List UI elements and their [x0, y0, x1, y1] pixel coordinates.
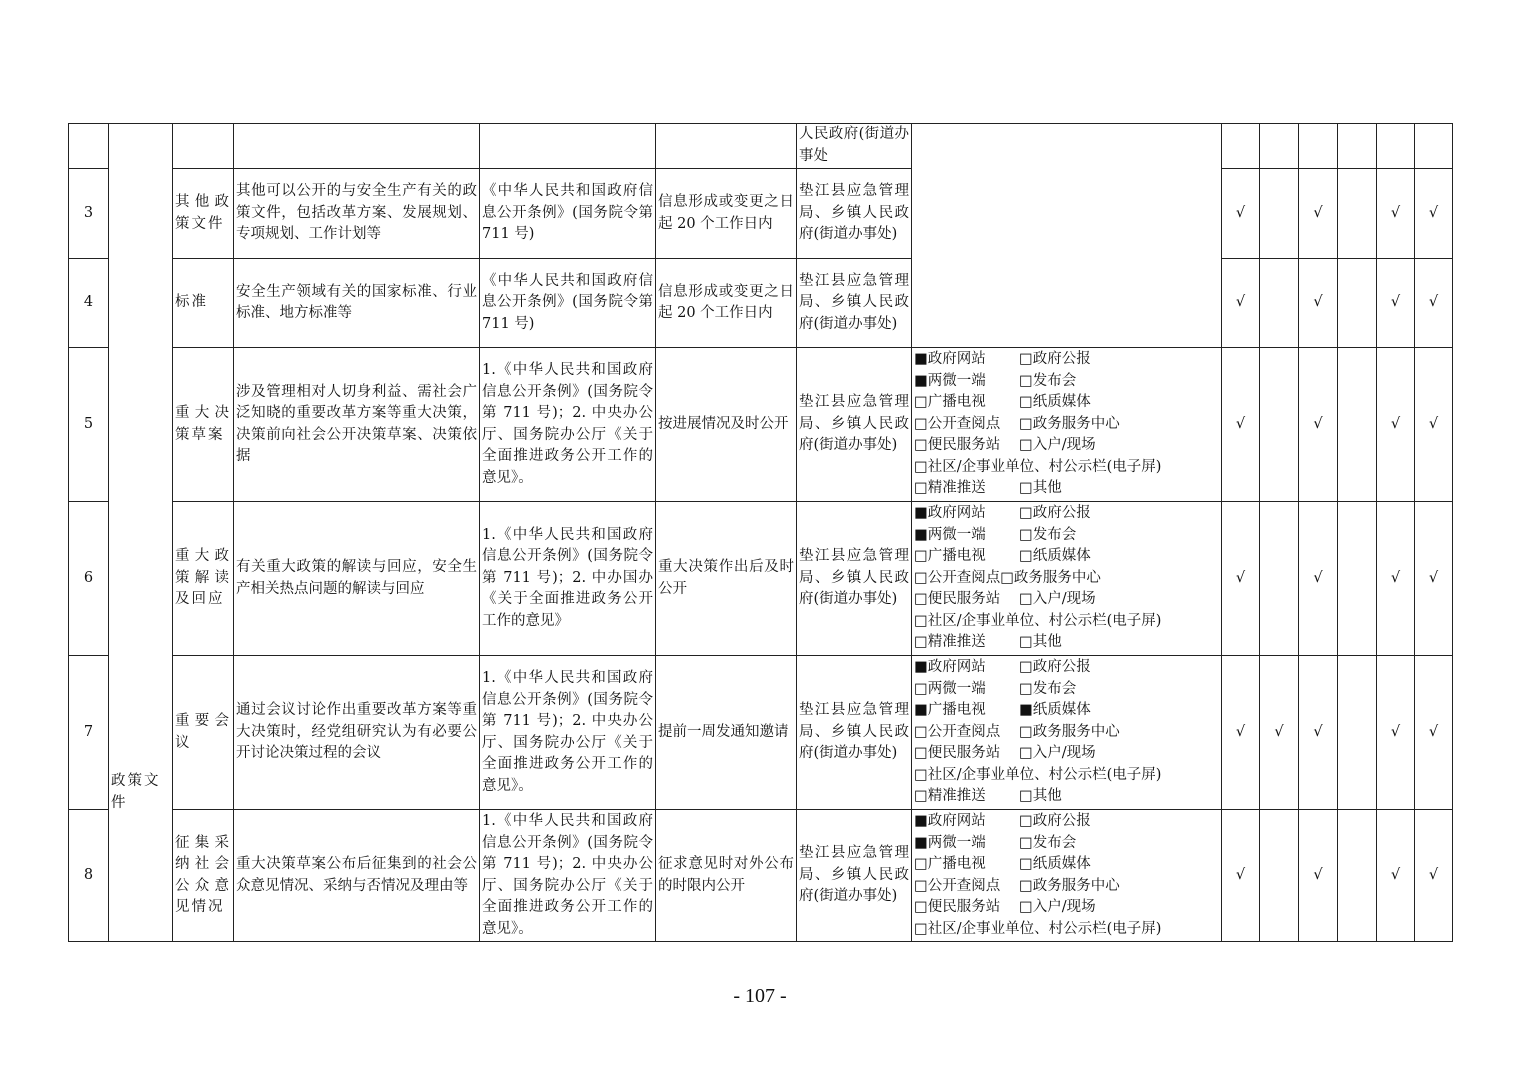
check-mark: √	[1299, 656, 1338, 810]
check-cell	[1222, 124, 1260, 169]
channel-option: □社区/企事业单位、村公示栏(电子屏)	[914, 766, 1162, 783]
channel-option: □入户/现场	[1019, 745, 1096, 762]
channel-line	[914, 657, 1219, 679]
channel-option: □社区/企事业单位、村公示栏(电子屏)	[914, 458, 1162, 475]
basis-cell: 《中华人民共和国政府信息公开条例》(国务院令第 711 号)	[480, 169, 656, 259]
check-mark: √	[1222, 348, 1260, 502]
channel-option: □精准推送	[914, 480, 986, 497]
channel-line	[914, 897, 1219, 919]
channel-line	[914, 414, 1219, 436]
channel-line	[914, 811, 1219, 833]
channel-option: □纸质媒体	[1019, 548, 1091, 565]
content-cell	[234, 124, 480, 169]
channel-line	[914, 743, 1219, 765]
channel-option: ■政府网站	[914, 351, 986, 368]
channel-option: □发布会	[1019, 680, 1077, 697]
check-cell	[1338, 124, 1377, 169]
channel-option: ■两微一端	[914, 526, 986, 543]
channel-line	[914, 679, 1219, 701]
basis-cell: 1.《中华人民共和国政府信息公开条例》(国务院令第 711 号)；2. 中办国办《关于全面推进政务公开工作的意见》	[480, 502, 656, 656]
category-label: 政策文件	[111, 773, 161, 811]
channel-option: □发布会	[1019, 526, 1077, 543]
basis-cell: 1.《中华人民共和国政府信息公开条例》(国务院令第 711 号)；2. 中央办公厅、国务院办公厅《关于全面推进政务公开工作的意见》。	[480, 348, 656, 502]
time-cell: 重大决策作出后及时公开	[656, 502, 797, 656]
content-cell: 重大决策草案公布后征集到的社会公众意见情况、采纳与否情况及理由等	[234, 810, 480, 942]
channel-line	[914, 632, 1219, 654]
channel-option: □公开查阅点	[914, 877, 1001, 894]
content-cell: 安全生产领域有关的国家标准、行业标准、地方标准等	[234, 259, 480, 348]
channel-option: □政务服务中心	[1019, 415, 1120, 432]
channel-option: □其他	[1019, 634, 1062, 651]
table-row	[69, 502, 1453, 656]
channel-line	[914, 765, 1219, 787]
channel-option: □社区/企事业单位、村公示栏(电子屏)	[914, 920, 1162, 937]
check-mark: √	[1222, 810, 1260, 942]
channel-line	[914, 525, 1219, 547]
dept-cell: 垫江县应急管理局、乡镇人民政府(街道办事处)	[797, 259, 912, 348]
check-mark: √	[1299, 259, 1338, 348]
channel-option: □公开查阅点□政务服务中心	[914, 569, 1101, 586]
channel-option: ■政府网站	[914, 659, 986, 676]
dept-cell: 垫江县应急管理局、乡镇人民政府(街道办事处)	[797, 810, 912, 942]
check-mark: √	[1415, 348, 1453, 502]
time-cell: 提前一周发通知邀请	[656, 656, 797, 810]
table-row	[69, 259, 1453, 348]
check-mark	[1260, 348, 1299, 502]
check-cell	[1377, 124, 1415, 169]
channel-option: □广播电视	[914, 394, 986, 411]
table-row	[69, 348, 1453, 502]
check-mark	[1338, 348, 1377, 502]
check-mark	[1338, 259, 1377, 348]
channel-option: □纸质媒体	[1019, 394, 1091, 411]
channels-cell	[912, 348, 1222, 502]
channel-option: ■两微一端	[914, 372, 986, 389]
channel-line	[914, 919, 1219, 941]
row-number: 3	[69, 169, 109, 259]
content-cell: 有关重大政策的解读与回应，安全生产相关热点问题的解读与回应	[234, 502, 480, 656]
table-row-continued	[69, 124, 1453, 169]
table-row	[69, 169, 1453, 259]
channel-line	[914, 786, 1219, 808]
table-body	[69, 124, 1453, 942]
row-number: 4	[69, 259, 109, 348]
channel-option: □广播电视	[914, 856, 986, 872]
time-cell	[656, 124, 797, 169]
row-number: 6	[69, 502, 109, 656]
channel-option: □发布会	[1019, 834, 1077, 851]
channel-option: □便民服务站	[914, 745, 1001, 762]
time-cell: 征求意见时对外公布的时限内公开	[656, 810, 797, 942]
table-row	[69, 810, 1453, 942]
channel-line	[914, 876, 1219, 898]
check-mark: √	[1222, 502, 1260, 656]
channel-option: ■纸质媒体	[1019, 702, 1091, 719]
check-mark: √	[1260, 656, 1299, 810]
check-cell	[1299, 124, 1338, 169]
check-mark	[1260, 259, 1299, 348]
check-mark	[1338, 169, 1377, 259]
channel-option: □两微一端	[914, 680, 986, 697]
channel-option: □纸质媒体	[1019, 856, 1091, 872]
check-mark	[1338, 810, 1377, 942]
basis-cell: 《中华人民共和国政府信息公开条例》(国务院令第 711 号)	[480, 259, 656, 348]
category-cell	[109, 124, 173, 942]
basis-cell: 1.《中华人民共和国政府信息公开条例》(国务院令第 711 号)；2. 中央办公厅、国务院办公厅《关于全面推进政务公开工作的意见》。	[480, 810, 656, 942]
check-mark: √	[1415, 502, 1453, 656]
channels-cell	[912, 502, 1222, 656]
check-mark: √	[1415, 810, 1453, 942]
dept-cell: 垫江县应急管理局、乡镇人民政府(街道办事处)	[797, 348, 912, 502]
dept-cell: 垫江县应急管理局、乡镇人民政府(街道办事处)	[797, 656, 912, 810]
channels-cell	[912, 810, 1222, 942]
channel-option: □其他	[1019, 480, 1062, 497]
channel-option: □便民服务站	[914, 437, 1001, 454]
channel-option: ■政府网站	[914, 813, 986, 829]
basis-cell	[480, 124, 656, 169]
channel-line	[914, 833, 1219, 855]
row-number: 8	[69, 810, 109, 942]
disclosure-table	[68, 123, 1453, 942]
num-cell	[69, 124, 109, 169]
channel-line	[914, 392, 1219, 414]
item-name: 重要会议	[173, 656, 234, 810]
item-name: 其他政策文件	[173, 169, 234, 259]
channel-line	[914, 700, 1219, 722]
check-mark: √	[1377, 259, 1415, 348]
check-mark	[1338, 656, 1377, 810]
content-cell: 其他可以公开的与安全生产有关的政策文件，包括改革方案、发展规划、专项规划、工作计划等	[234, 169, 480, 259]
item-name: 征集采纳社会公众意见情况	[173, 810, 234, 942]
check-mark: √	[1222, 169, 1260, 259]
check-mark: √	[1299, 169, 1338, 259]
channel-option: ■两微一端	[914, 834, 986, 851]
channel-option: ■政府网站	[914, 505, 986, 522]
channel-line	[914, 371, 1219, 393]
channel-option: □广播电视	[914, 548, 986, 565]
channel-cell-empty	[912, 124, 1222, 348]
check-mark	[1260, 502, 1299, 656]
channel-line	[914, 546, 1219, 568]
check-cell	[1260, 124, 1299, 169]
basis-cell: 1.《中华人民共和国政府信息公开条例》(国务院令第 711 号)；2. 中央办公厅、国务院办公厅《关于全面推进政务公开工作的意见》。	[480, 656, 656, 810]
check-mark: √	[1299, 348, 1338, 502]
channel-option: □入户/现场	[1019, 437, 1096, 454]
channels-cell	[912, 656, 1222, 810]
check-mark: √	[1377, 348, 1415, 502]
channel-option: □精准推送	[914, 634, 986, 651]
dept-cell: 人民政府(街道办事处	[797, 124, 912, 169]
channel-option: □政务服务中心	[1019, 877, 1120, 894]
channel-option: □发布会	[1019, 372, 1077, 389]
channel-line	[914, 722, 1219, 744]
check-mark: √	[1415, 169, 1453, 259]
channel-option: □社区/企事业单位、村公示栏(电子屏)	[914, 612, 1162, 629]
check-mark: √	[1415, 656, 1453, 810]
row-number: 7	[69, 656, 109, 810]
channel-line	[914, 589, 1219, 611]
channel-option: □公开查阅点	[914, 415, 1001, 432]
check-mark: √	[1377, 169, 1415, 259]
check-mark: √	[1299, 810, 1338, 942]
dept-cell: 垫江县应急管理局、乡镇人民政府(街道办事处)	[797, 502, 912, 656]
channel-option: □便民服务站	[914, 899, 1001, 915]
channel-option: □精准推送	[914, 788, 986, 805]
channel-option: □政府公报	[1019, 505, 1091, 522]
check-mark	[1338, 502, 1377, 656]
time-cell: 信息形成或变更之日起 20 个工作日内	[656, 259, 797, 348]
channel-option: □便民服务站	[914, 591, 1001, 608]
time-cell: 信息形成或变更之日起 20 个工作日内	[656, 169, 797, 259]
item-name: 标准	[173, 259, 234, 348]
time-cell: 按进展情况及时公开	[656, 348, 797, 502]
channel-option: □入户/现场	[1019, 591, 1096, 608]
channel-line	[914, 435, 1219, 457]
item-cell	[173, 124, 234, 169]
item-name: 重大政策解读及回应	[173, 502, 234, 656]
table-row	[69, 656, 1453, 810]
content-cell: 涉及管理相对人切身利益、需社会广泛知晓的重要改革方案等重大决策，决策前向社会公开决策草案、决策依据	[234, 348, 480, 502]
item-name: 重大决策草案	[173, 348, 234, 502]
channel-line	[914, 478, 1219, 500]
check-mark: √	[1299, 502, 1338, 656]
dept-cell: 垫江县应急管理局、乡镇人民政府(街道办事处)	[797, 169, 912, 259]
channel-line	[914, 611, 1219, 633]
channel-option: □公开查阅点	[914, 723, 1001, 740]
check-cell	[1415, 124, 1453, 169]
check-mark: √	[1377, 656, 1415, 810]
check-mark: √	[1222, 656, 1260, 810]
check-mark: √	[1377, 502, 1415, 656]
check-mark: √	[1222, 259, 1260, 348]
page-number: - 107 -	[733, 985, 787, 1007]
channel-option: □其他	[1019, 788, 1062, 805]
channel-option: □政府公报	[1019, 813, 1091, 829]
check-mark	[1260, 810, 1299, 942]
content-cell: 通过会议讨论作出重要改革方案等重大决策时，经党组研究认为有必要公开讨论决策过程的会议	[234, 656, 480, 810]
check-mark: √	[1415, 259, 1453, 348]
channel-option: □入户/现场	[1019, 899, 1096, 915]
channel-option: □政府公报	[1019, 351, 1091, 368]
channel-line	[914, 854, 1219, 876]
channel-option: □政务服务中心	[1019, 723, 1120, 740]
check-mark	[1260, 169, 1299, 259]
channel-line	[914, 568, 1219, 590]
check-mark: √	[1377, 810, 1415, 942]
channel-line	[914, 503, 1219, 525]
channel-line	[914, 349, 1219, 371]
channel-option: ■广播电视	[914, 702, 986, 719]
row-number: 5	[69, 348, 109, 502]
channel-option: □政府公报	[1019, 659, 1091, 676]
channel-line	[914, 457, 1219, 479]
